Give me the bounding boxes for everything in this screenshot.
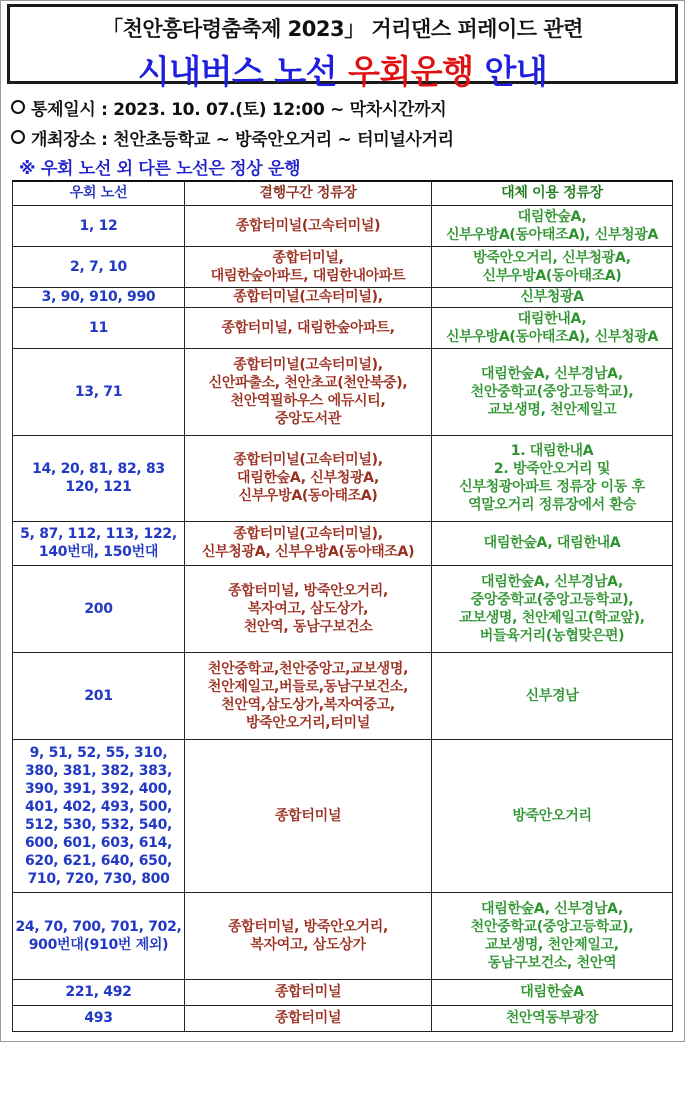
alternative-stops-cell-line: 방죽안오거리, 신부청광A, [473,249,631,266]
table-row [13,287,673,307]
skipped-stops-cell-line: 천안중학교,천안중앙고,교보생명, [207,660,409,677]
alternative-stops-cell [432,1005,673,1031]
header-alternative-stops: 대체 이용 정류장 [432,181,673,205]
route-cell-line: 390, 391, 392, 400, [24,780,173,797]
alternative-stops-cell [432,307,673,348]
skipped-stops-cell [185,307,432,348]
circle-bullet-icon [11,100,25,114]
alternative-stops-cell [432,739,673,892]
route-cell-line: 5, 87, 112, 113, 122, [20,526,177,542]
table-row [13,1005,673,1031]
skipped-stops-cell [185,652,432,739]
table-row [13,307,673,348]
alternative-stops-cell-line: 대림한내A, [517,310,587,327]
route-cell-line: 24, 70, 700, 701, 702, [15,918,182,935]
alternative-stops-cell-line: 신부청광아파트 정류장 이동 후 [459,479,645,495]
skipped-stops-cell [185,205,432,246]
route-cell-line: 620, 621, 640, 650, [24,852,173,869]
route-cell-line: 3, 90, 910, 990 [41,289,156,305]
alternative-stops-cell [432,565,673,652]
alternative-stops-cell-line: 신부경남 [525,687,579,704]
route-cell-line: 380, 381, 382, 383, [24,762,173,779]
skipped-stops-cell [185,739,432,892]
route-cell-line: 512, 530, 532, 540, [24,816,173,833]
skipped-stops-cell-line: 종합터미널 [274,1010,342,1026]
route-cell-line: 600, 601, 603, 614, [24,834,173,851]
table-header-row [13,181,673,205]
route-cell-line: 13, 71 [74,383,123,400]
skipped-stops-cell-line: 종합터미널, 대림한숲아파트, [221,319,395,336]
alternative-stops-cell [432,435,673,521]
alternative-stops-cell-line: 버들육거리(농협맞은편) [479,627,625,644]
skipped-stops-cell-line: 대림한숲A, 신부청광A, [237,470,379,486]
alternative-stops-cell-line: 역말오거리 정류장에서 환승 [468,497,636,513]
header-skipped-stops: 결행구간 정류장 [185,181,432,205]
route-cell-line: 11 [89,319,108,336]
skipped-stops-cell [185,565,432,652]
table-row [13,565,673,652]
skipped-stops-cell-line: 종합터미널(고속터미널) [235,217,381,234]
alternative-stops-cell-line: 신부우방A(동아태조A) [482,267,622,284]
venue-value: 천안초등학교 ~ 방죽안오거리 ~ 터미널사거리 [113,130,454,150]
skipped-stops-cell-line: 종합터미널, 방죽안오거리, [227,582,389,599]
alternative-stops-cell-line: 교보생명, 천안제일고(학교앞), [459,609,645,626]
alternative-stops-cell [432,348,673,435]
skipped-stops-cell-line: 종합터미널(고속터미널), [233,452,383,468]
skipped-stops-cell-line: 중앙도서관 [274,410,342,427]
route-cell-line: 200 [84,600,113,617]
alternative-stops-cell-line: 천안역동부광장 [505,1010,599,1026]
control-time-value: 2023. 10. 07.(토) 12:00 ~ 막차시간까지 [113,100,447,120]
alternative-stops-cell-line: 2. 방죽안오거리 및 [493,461,611,477]
circle-bullet-icon [11,130,25,144]
title-box [7,4,678,91]
route-cell-line: 2, 7, 10 [70,258,127,275]
control-time-label: 통제일시 [31,100,96,120]
skipped-stops-cell [185,979,432,1005]
alternative-stops-cell [432,979,673,1005]
route-cell [13,1005,185,1031]
skipped-stops-cell-line: 복자여고, 삼도상가, [247,600,369,617]
skipped-stops-cell-line: 종합터미널, [272,249,344,266]
table-row [13,739,673,892]
route-cell [13,287,185,307]
alternative-stops-cell-line: 신부우방A(동아태조A), 신부청광A [445,226,659,243]
route-cell [13,739,185,892]
skipped-stops-cell-line: 종합터미널 [274,984,342,1000]
route-cell [13,521,185,565]
alternative-stops-cell-line: 신부청광A [520,289,584,305]
skipped-stops-cell-line: 천안역, 동남구보건소 [243,618,373,635]
alternative-stops-cell-line: 교보생명, 천안제일고 [487,401,617,418]
alternative-stops-cell-line: 1. 대림한내A [510,443,594,459]
table-row [13,979,673,1005]
alternative-stops-cell-line: 중앙중학교(중앙고등학교), [470,591,634,608]
skipped-stops-cell [185,348,432,435]
skipped-stops-cell-line: 천안역,삼도상가,복자여중고, [221,696,395,713]
route-cell [13,246,185,287]
route-cell [13,652,185,739]
alternative-stops-cell-line: 대림한숲A, 신부경남A, [481,900,623,917]
alternative-stops-cell-line: 천안중학교(중앙고등학교), [470,918,634,935]
route-cell-line: 221, 492 [65,984,132,1000]
control-time-line: 통제일시 : 2023. 10. 07.(토) 12:00 ~ 막차시간까지 [11,95,446,120]
skipped-stops-cell-line: 신안파출소, 천안초교(천안북중), [208,374,408,391]
alternative-stops-cell-line: 동남구보건소, 천안역 [487,954,617,971]
header-detour-route: 우회 노선 [13,181,185,205]
alternative-stops-cell-line: 대림한숲A, 대림한내A [483,535,621,551]
table-row [13,892,673,979]
skipped-stops-cell [185,435,432,521]
route-cell [13,892,185,979]
alternative-stops-cell-line: 방죽안오거리 [512,807,592,824]
alternative-stops-cell [432,205,673,246]
route-cell-line: 401, 402, 493, 500, [24,798,173,815]
alternative-stops-cell [432,287,673,307]
skipped-stops-cell-line: 신부우방A(동아태조A) [238,488,378,504]
table-body [13,205,673,1031]
venue-label: 개최장소 [31,130,96,150]
alternative-stops-cell [432,652,673,739]
table-row [13,246,673,287]
venue-line: 개최장소 : 천안초등학교 ~ 방죽안오거리 ~ 터미널사거리 [11,125,454,150]
route-cell-line: 900번대(910번 제외) [28,936,169,953]
skipped-stops-cell-line: 종합터미널, 방죽안오거리, [227,918,389,935]
alternative-stops-cell [432,892,673,979]
skipped-stops-cell-line: 신부청광A, 신부우방A(동아태조A) [201,544,415,560]
skipped-stops-cell-line: 종합터미널 [274,807,342,824]
skipped-stops-cell [185,521,432,565]
alternative-stops-cell-line: 신부우방A(동아태조A), 신부청광A [445,328,659,345]
alternative-stops-cell [432,521,673,565]
alternative-stops-cell-line: 대림한숲A [520,984,584,1000]
skipped-stops-cell-line: 종합터미널(고속터미널), [233,289,383,305]
route-cell-line: 1, 12 [79,217,118,234]
route-cell-line: 120, 121 [65,479,132,495]
table-row [13,521,673,565]
route-cell [13,307,185,348]
title-part-bus-route: 시내버스 노선 [137,52,337,91]
table-row [13,435,673,521]
skipped-stops-cell-line: 종합터미널(고속터미널), [233,356,383,373]
skipped-stops-cell-line: 천안역필하우스 에듀시티, [230,392,386,409]
route-cell [13,348,185,435]
title-part-notice: 안내 [484,52,548,91]
skipped-stops-cell [185,892,432,979]
skipped-stops-cell-line: 대림한숲아파트, 대림한내아파트 [210,267,406,284]
skipped-stops-cell-line: 천안제일고,버들로,동남구보건소, [207,678,409,695]
normal-operation-note: ※ 우회 노선 외 다른 노선은 정상 운행 [19,159,301,179]
skipped-stops-cell-line: 방죽안오거리,터미널 [245,714,371,731]
route-cell-line: 493 [84,1010,113,1026]
route-cell [13,435,185,521]
skipped-stops-cell [185,1005,432,1031]
alternative-stops-cell [432,246,673,287]
alternative-stops-cell-line: 교보생명, 천안제일고, [485,936,619,953]
table-row [13,205,673,246]
notice-title [10,46,675,93]
alternative-stops-cell-line: 대림한숲A, [517,208,587,225]
title-part-detour: 우회운행 [347,52,474,91]
alternative-stops-cell-line: 대림한숲A, 신부경남A, [481,573,623,590]
alternative-stops-cell-line: 대림한숲A, 신부경남A, [481,365,623,382]
route-cell-line: 710, 720, 730, 800 [27,870,170,887]
route-cell-line: 14, 20, 81, 82, 83 [32,461,165,477]
route-cell [13,205,185,246]
skipped-stops-cell [185,287,432,307]
detour-route-table [12,180,673,1032]
table-row [13,348,673,435]
route-cell [13,979,185,1005]
skipped-stops-cell-line: 복자여고, 삼도상가 [250,936,366,953]
skipped-stops-cell [185,246,432,287]
table-row [13,652,673,739]
skipped-stops-cell-line: 종합터미널(고속터미널), [233,526,383,542]
event-subtitle: 「천안흥타령춤축제 2023」 거리댄스 퍼레이드 관련 [102,17,583,41]
alternative-stops-cell-line: 천안중학교(중앙고등학교), [470,383,634,400]
route-cell-line: 140번대, 150번대 [38,544,159,560]
route-cell [13,565,185,652]
route-cell-line: 201 [84,687,113,704]
route-cell-line: 9, 51, 52, 55, 310, [29,744,168,761]
